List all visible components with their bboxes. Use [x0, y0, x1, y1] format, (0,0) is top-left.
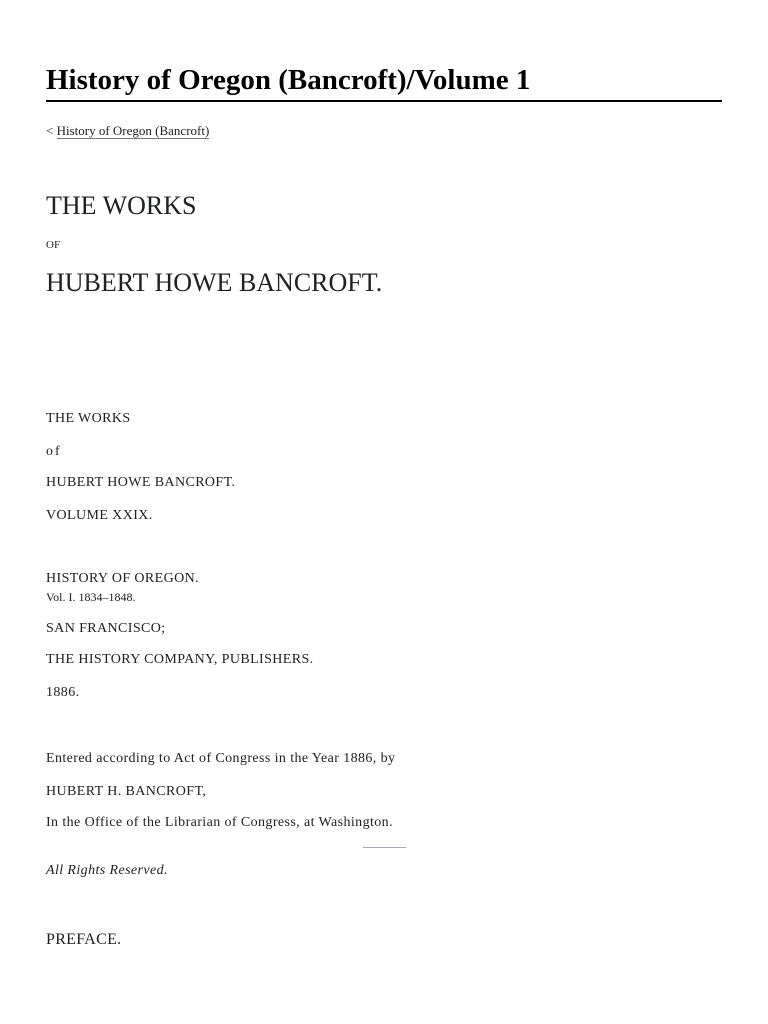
- title-author: HUBERT HOWE BANCROFT.: [46, 268, 383, 297]
- book-subtitle: Vol. I. 1834–1848.: [46, 590, 136, 604]
- breadcrumb-arrow: <: [46, 123, 54, 138]
- breadcrumb: [46, 123, 209, 139]
- title-works: THE WORKS: [46, 191, 197, 220]
- copyright-office: In the Office of the Librarian of Congress, at Washington.: [46, 815, 393, 830]
- publisher-name: THE HISTORY COMPANY, PUBLISHERS.: [46, 652, 314, 667]
- section-divider: [363, 847, 406, 848]
- publisher-city: SAN FRANCISCO;: [46, 621, 166, 636]
- rights-reserved: All Rights Reserved.: [46, 863, 168, 878]
- copyright-entered: Entered according to Act of Congress in the Year 1886, by: [46, 751, 396, 766]
- publication-year: 1886.: [46, 685, 80, 700]
- half-title-works: THE WORKS: [46, 411, 131, 426]
- breadcrumb-parent-link[interactable]: History of Oregon (Bancroft): [56, 123, 210, 138]
- book-title: HISTORY OF OREGON.: [46, 571, 200, 586]
- half-title-volume: VOLUME XXIX.: [46, 508, 153, 523]
- half-title-author: HUBERT HOWE BANCROFT.: [46, 475, 236, 490]
- half-title-of: of: [46, 444, 62, 459]
- page-title: History of Oregon (Bancroft)/Volume 1: [46, 60, 722, 102]
- copyright-holder: HUBERT H. BANCROFT,: [46, 784, 207, 799]
- preface-heading: PREFACE.: [46, 931, 122, 948]
- title-of: OF: [46, 239, 61, 251]
